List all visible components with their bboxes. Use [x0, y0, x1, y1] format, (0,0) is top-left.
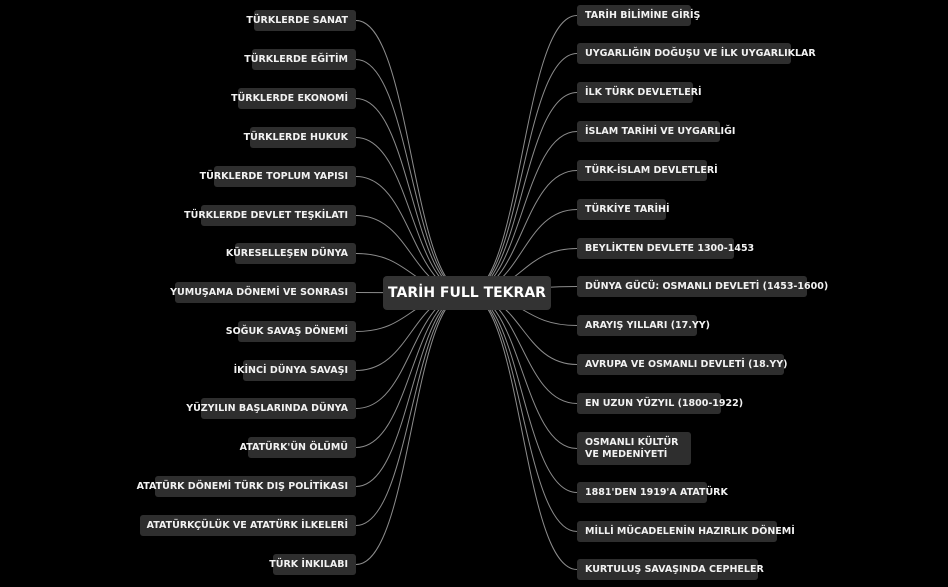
connector-left-13: [356, 293, 467, 526]
topic-node-turkiye-tarihi[interactable]: [577, 199, 670, 220]
topic-label: TÜRKLERDE SANAT: [246, 14, 348, 26]
connector-right-11: [467, 293, 577, 449]
connector-right-1: [467, 54, 577, 294]
topic-label: ARAYIŞ YILLARI (17.YY): [585, 319, 710, 331]
topic-node-turklerde-ekonomi[interactable]: [231, 88, 356, 109]
topic-label: KURTULUŞ SAVAŞINDA CEPHELER: [585, 563, 764, 575]
topic-node-yuzyilin-baslarinda-dunya[interactable]: [186, 398, 356, 419]
topic-label: TÜRK-İSLAM DEVLETLERİ: [585, 164, 718, 176]
central-topic-node[interactable]: [383, 276, 551, 310]
connector-left-0: [356, 21, 467, 294]
topic-label: BEYLİKTEN DEVLETE 1300-1453: [585, 242, 755, 254]
topic-label: EN UZUN YÜZYIL (1800-1922): [585, 397, 744, 409]
topic-label: DÜNYA GÜCÜ: OSMANLI DEVLETİ (1453-1600): [585, 280, 829, 292]
topic-label: 1881'DEN 1919'A ATATÜRK: [585, 486, 728, 498]
connector-left-2: [356, 99, 467, 294]
topic-label: TÜRKLERDE TOPLUM YAPISI: [199, 170, 348, 182]
topic-node-beylikten-devlete-1300-1453[interactable]: [577, 238, 755, 259]
topic-label: TÜRKLERDE DEVLET TEŞKİLATI: [184, 209, 348, 221]
topic-label: UYGARLIĞIN DOĞUŞU VE İLK UYGARLIKLAR: [585, 47, 816, 59]
topic-label: SOĞUK SAVAŞ DÖNEMİ: [225, 325, 348, 337]
connector-right-12: [467, 293, 577, 493]
topic-label: YÜZYILIN BAŞLARINDA DÜNYA: [186, 402, 348, 414]
topic-node-turklerde-hukuk[interactable]: [243, 127, 356, 148]
topic-node-1881-den-1919-a-ataturk[interactable]: [577, 482, 728, 503]
topic-label: KÜRESELLEŞEN DÜNYA: [225, 247, 348, 259]
topic-node-kuresellesen-dunya[interactable]: [225, 243, 356, 264]
connector-right-14: [467, 293, 577, 570]
connector-left-11: [356, 293, 467, 448]
topic-node-kurtulus-savasinda-cepheler[interactable]: [577, 559, 764, 580]
topic-label: TÜRKLERDE HUKUK: [243, 131, 348, 143]
topic-label: İLK TÜRK DEVLETLERİ: [585, 86, 702, 98]
topic-label: YUMUŞAMA DÖNEMİ VE SONRASI: [170, 286, 348, 298]
topic-node-yumusama-donemi-ve-sonrasi[interactable]: [170, 282, 356, 303]
connector-left-1: [356, 60, 467, 294]
central-topic-label: TARİH FULL TEKRAR: [388, 285, 546, 301]
topic-node-ikinci-dunya-savasi[interactable]: [233, 360, 356, 381]
topic-label: TÜRKLERDE EKONOMİ: [231, 92, 348, 104]
topic-label: AVRUPA VE OSMANLI DEVLETİ (18.YY): [585, 358, 788, 370]
connector-left-12: [356, 293, 467, 487]
topic-node-ataturk-un-olumu[interactable]: [239, 437, 356, 458]
topic-node-soguk-savas-donemi[interactable]: [225, 321, 356, 342]
topic-label: İKİNCİ DÜNYA SAVAŞI: [233, 364, 348, 376]
topic-label: ATATÜRKÇÜLÜK VE ATATÜRK İLKELERİ: [146, 519, 348, 531]
topic-node-turk-inkilabi[interactable]: [269, 554, 356, 575]
topic-label: İSLAM TARİHİ VE UYGARLIĞI: [585, 125, 736, 137]
topic-node-arayis-yillari-17-yy[interactable]: [577, 315, 710, 336]
connector-right-2: [467, 93, 577, 294]
topic-node-en-uzun-yuzyil-1800-1922[interactable]: [577, 393, 744, 414]
topic-node-milli-mucadelenin-hazirlik-donemi[interactable]: [577, 521, 795, 542]
topic-node-dunya-gucu-osmanli-devleti-1453-1600[interactable]: [577, 276, 829, 297]
topic-label: TARİH BİLİMİNE GİRİŞ: [585, 9, 701, 21]
topic-node-turklerde-toplum-yapisi[interactable]: [199, 166, 356, 187]
topic-node-ilk-turk-devletleri[interactable]: [577, 82, 702, 103]
topic-node-islam-tarihi-ve-uygarligi[interactable]: [577, 121, 736, 142]
topic-node-tarih-bilimine-giris[interactable]: [577, 5, 701, 26]
topic-node-turklerde-egitim[interactable]: [244, 49, 356, 70]
topic-node-turk-islam-devletleri[interactable]: [577, 160, 718, 181]
topic-node-turklerde-devlet-teskilati[interactable]: [184, 205, 356, 226]
topic-label: MİLLİ MÜCADELENİN HAZIRLIK DÖNEMİ: [585, 525, 795, 537]
topic-label: OSMANLI KÜLTÜR VE MEDENİYETİ: [585, 436, 679, 460]
topic-node-ataturkculuk-ve-ataturk-ilkeleri[interactable]: [140, 515, 356, 536]
topic-node-osmanli-kultur-ve-medeniyeti[interactable]: [577, 432, 691, 465]
connector-left-14: [356, 293, 467, 565]
topic-node-ataturk-donemi-turk-dis-politikasi[interactable]: [136, 476, 356, 497]
topic-label: TÜRK İNKILABI: [269, 558, 348, 570]
topic-node-avrupa-ve-osmanli-devleti-18-yy[interactable]: [577, 354, 788, 375]
topic-label: ATATÜRK'ÜN ÖLÜMÜ: [239, 441, 348, 453]
connector-left-3: [356, 138, 467, 294]
topic-label: TÜRKİYE TARİHİ: [585, 203, 670, 215]
topic-node-turklerde-sanat[interactable]: [246, 10, 356, 31]
connector-right-4: [467, 171, 577, 294]
topic-label: TÜRKLERDE EĞİTİM: [244, 53, 348, 65]
topic-node-uygarligin-dogusu-ve-ilk-uygarliklar[interactable]: [577, 43, 816, 64]
topic-label: ATATÜRK DÖNEMİ TÜRK DIŞ POLİTİKASI: [136, 480, 348, 492]
